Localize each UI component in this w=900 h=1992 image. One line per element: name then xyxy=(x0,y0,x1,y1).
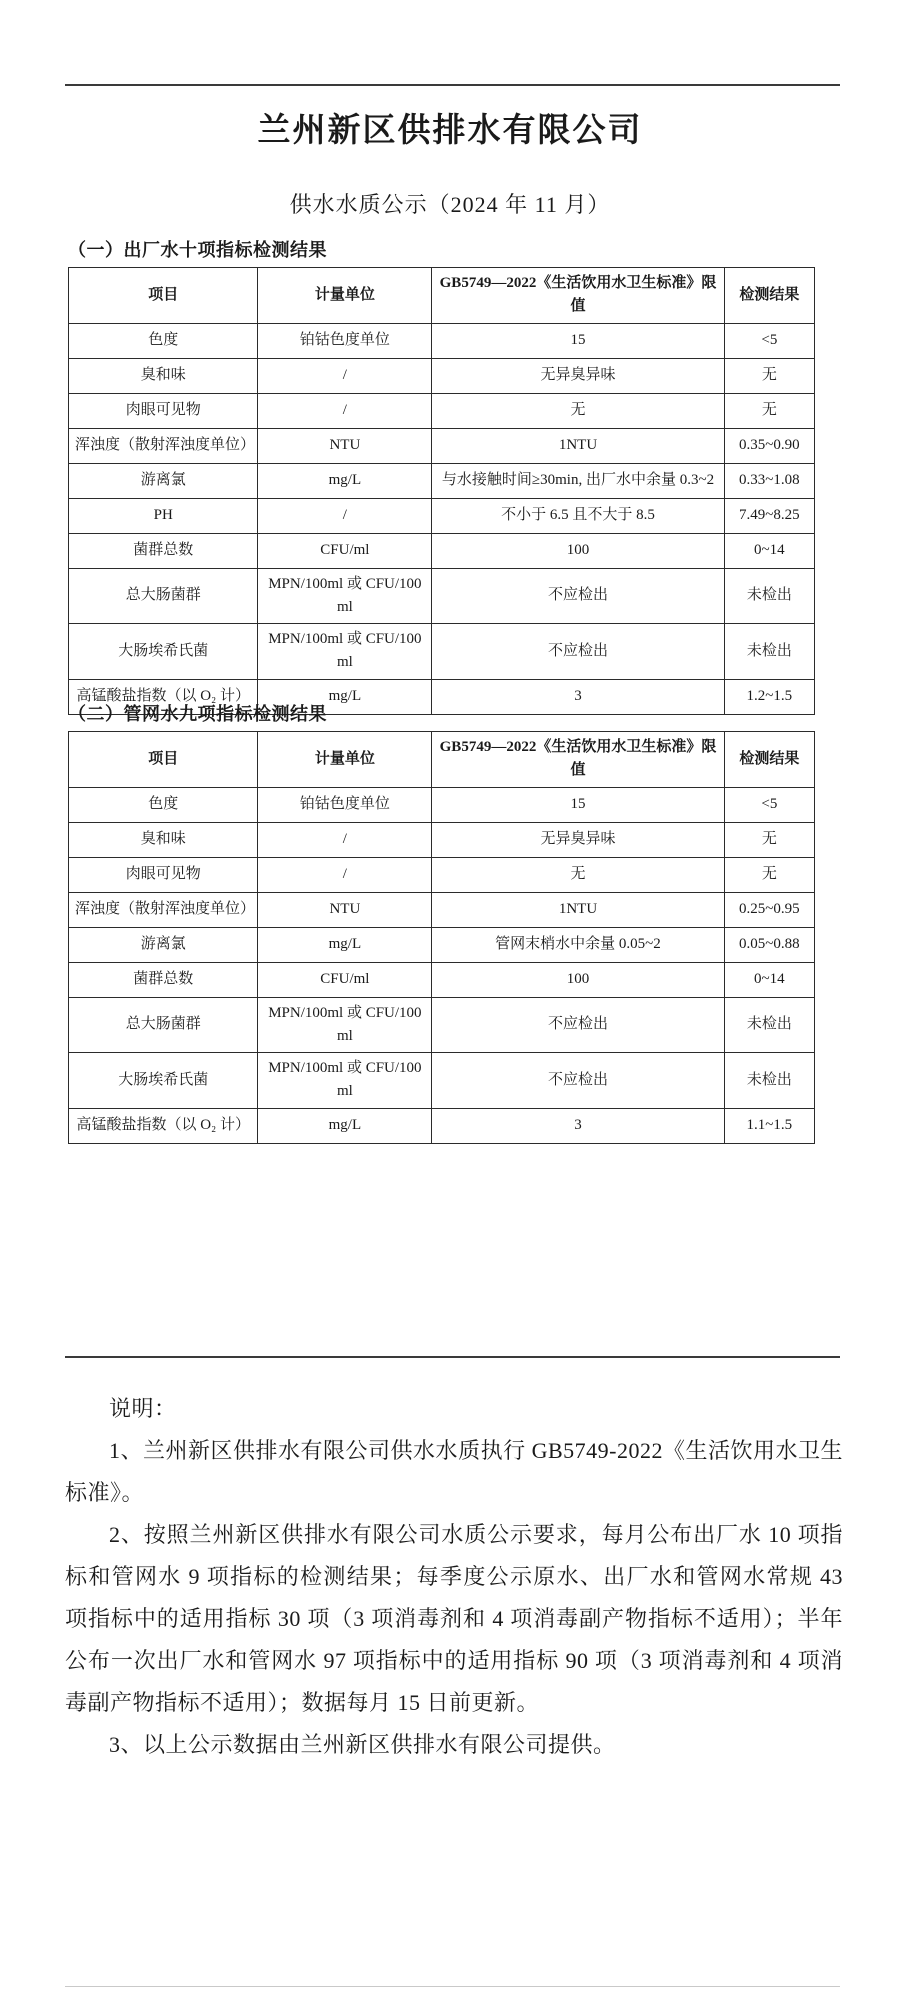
table-cell: 无 xyxy=(724,822,814,857)
report-subtitle: 供水水质公示（2024 年 11 月） xyxy=(289,192,611,217)
table-cell: 100 xyxy=(432,533,724,568)
table-cell: 无 xyxy=(432,393,724,428)
table-cell: MPN/100ml 或 CFU/100ml xyxy=(258,624,432,680)
note-paragraph-2: 2、按照兰州新区供排水有限公司水质公示要求，每月公布出厂水 10 项指标和管网水 9 项指标的检测结果；每季度公示原水、出厂水和管网水常规 43 项指标中的适用指标 30 项（3 项消毒剂和 4 项消毒副产物指标不适用）；半年公布一次出厂水和管网水 97 项指标中的适用指标 90 项（3 项消毒剂和 4 项消毒副产物指标不适用）；数据每月 15 日前更新。 xyxy=(65,1522,843,1715)
table-cell: 1.1~1.5 xyxy=(724,1108,814,1143)
table-cell: mg/L xyxy=(258,679,432,714)
table-cell: 无 xyxy=(724,358,814,393)
column-header: 检测结果 xyxy=(724,732,814,788)
table-row xyxy=(69,393,815,428)
header-rule xyxy=(65,84,840,86)
table-row xyxy=(69,463,815,498)
table-cell: 肉眼可见物 xyxy=(69,393,258,428)
table-cell: 0.05~0.88 xyxy=(724,927,814,962)
table-cell: 1NTU xyxy=(432,892,724,927)
table-cell: 不应检出 xyxy=(432,624,724,680)
table-row xyxy=(69,358,815,393)
table-cell: 3 xyxy=(432,1108,724,1143)
table-cell: 浑浊度（散射浑浊度单位） xyxy=(69,892,258,927)
page-divider-rule xyxy=(65,1356,840,1358)
table-cell: 无 xyxy=(432,857,724,892)
table-cell: 无异臭异味 xyxy=(432,358,724,393)
table-cell: 100 xyxy=(432,962,724,997)
column-header: 计量单位 xyxy=(258,732,432,788)
column-header: 项目 xyxy=(69,732,258,788)
table-row xyxy=(69,962,815,997)
table-cell: 无 xyxy=(724,857,814,892)
table-cell: MPN/100ml 或 CFU/100ml xyxy=(258,568,432,624)
table-cell: 1.2~1.5 xyxy=(724,679,814,714)
table-cell: 不应检出 xyxy=(432,1053,724,1109)
table-cell: 臭和味 xyxy=(69,358,258,393)
table-cell: / xyxy=(258,822,432,857)
section1-heading: （一）出厂水十项指标检测结果 xyxy=(68,240,327,260)
table-cell: MPN/100ml 或 CFU/100ml xyxy=(258,1053,432,1109)
factory-water-table xyxy=(68,267,815,715)
table-body xyxy=(69,323,815,714)
table-cell: 无 xyxy=(724,393,814,428)
table-cell: 肉眼可见物 xyxy=(69,857,258,892)
table-row xyxy=(69,1108,815,1143)
table-cell: CFU/ml xyxy=(258,533,432,568)
table-cell: MPN/100ml 或 CFU/100ml xyxy=(258,997,432,1053)
table-cell: mg/L xyxy=(258,1108,432,1143)
table-cell: CFU/ml xyxy=(258,962,432,997)
column-header: 项目 xyxy=(69,268,258,324)
column-header: GB5749—2022《生活饮用水卫生标准》限值 xyxy=(432,268,724,324)
section2-heading: （二）管网水九项指标检测结果 xyxy=(68,704,327,724)
table-cell: <5 xyxy=(724,323,814,358)
notes-section xyxy=(65,1388,843,1766)
table-cell: 高锰酸盐指数（以 O₂ 计） xyxy=(69,1108,258,1143)
section-pipe-network-water xyxy=(68,700,815,1144)
table-row xyxy=(69,787,815,822)
table-cell: mg/L xyxy=(258,463,432,498)
table-cell: 0.33~1.08 xyxy=(724,463,814,498)
note-paragraph-1: 1、兰州新区供排水有限公司供水水质执行 GB5749-2022《生活饮用水卫生标准》。 xyxy=(65,1438,843,1505)
table-row xyxy=(69,533,815,568)
table-row xyxy=(69,428,815,463)
table-row xyxy=(69,568,815,624)
table-cell: 大肠埃希氏菌 xyxy=(69,624,258,680)
table-cell: 菌群总数 xyxy=(69,533,258,568)
table-cell: 管网末梢水中余量 0.05~2 xyxy=(432,927,724,962)
footer-rule xyxy=(65,1986,840,1987)
table-cell: / xyxy=(258,498,432,533)
table-cell: 总大肠菌群 xyxy=(69,997,258,1053)
table-cell: 未检出 xyxy=(724,624,814,680)
table-cell: NTU xyxy=(258,428,432,463)
table-cell: 与水接触时间≥30min, 出厂水中余量 0.3~2 xyxy=(432,463,724,498)
table-header xyxy=(69,732,815,788)
table-cell: 不小于 6.5 且不大于 8.5 xyxy=(432,498,724,533)
column-header: 计量单位 xyxy=(258,268,432,324)
table-cell: mg/L xyxy=(258,927,432,962)
table-cell: 未检出 xyxy=(724,568,814,624)
table-cell: 浑浊度（散射浑浊度单位） xyxy=(69,428,258,463)
table-cell: 15 xyxy=(432,323,724,358)
table-cell: 铂钴色度单位 xyxy=(258,323,432,358)
table-cell: 不应检出 xyxy=(432,568,724,624)
table-cell: / xyxy=(258,358,432,393)
note-paragraph-3: 3、以上公示数据由兰州新区供排水有限公司提供。 xyxy=(109,1732,616,1757)
table-header-row xyxy=(69,732,815,788)
table-header xyxy=(69,268,815,324)
table-row xyxy=(69,822,815,857)
pipe-network-water-table xyxy=(68,731,815,1144)
table-cell: 游离氯 xyxy=(69,927,258,962)
table-cell: 菌群总数 xyxy=(69,962,258,997)
table-cell: 总大肠菌群 xyxy=(69,568,258,624)
company-title: 兰州新区供排水有限公司 xyxy=(257,113,643,149)
table-cell: 游离氯 xyxy=(69,463,258,498)
table-cell: NTU xyxy=(258,892,432,927)
column-header: GB5749—2022《生活饮用水卫生标准》限值 xyxy=(432,732,724,788)
table-row xyxy=(69,997,815,1053)
table-cell: 0.35~0.90 xyxy=(724,428,814,463)
table-cell: 0~14 xyxy=(724,962,814,997)
table-row xyxy=(69,498,815,533)
table-row xyxy=(69,892,815,927)
table-cell: 未检出 xyxy=(724,1053,814,1109)
table-row xyxy=(69,927,815,962)
table-header-row xyxy=(69,268,815,324)
table-cell: 15 xyxy=(432,787,724,822)
table-cell: 7.49~8.25 xyxy=(724,498,814,533)
table-row xyxy=(69,1053,815,1109)
table-cell: 0.25~0.95 xyxy=(724,892,814,927)
column-header: 检测结果 xyxy=(724,268,814,324)
section-factory-water xyxy=(68,236,815,715)
table-cell: 不应检出 xyxy=(432,997,724,1053)
table-body xyxy=(69,787,815,1143)
table-cell: <5 xyxy=(724,787,814,822)
table-cell: 1NTU xyxy=(432,428,724,463)
table-cell: 大肠埃希氏菌 xyxy=(69,1053,258,1109)
notes-heading: 说明： xyxy=(109,1396,177,1421)
table-cell: / xyxy=(258,393,432,428)
table-cell: 色度 xyxy=(69,787,258,822)
table-cell: 臭和味 xyxy=(69,822,258,857)
table-cell: 无异臭异味 xyxy=(432,822,724,857)
table-cell: 未检出 xyxy=(724,997,814,1053)
table-cell: PH xyxy=(69,498,258,533)
table-row xyxy=(69,624,815,680)
table-cell: / xyxy=(258,857,432,892)
table-row xyxy=(69,323,815,358)
table-cell: 高锰酸盐指数（以 O₂ 计） xyxy=(69,679,258,714)
table-row xyxy=(69,857,815,892)
table-cell: 0~14 xyxy=(724,533,814,568)
table-cell: 铂钴色度单位 xyxy=(258,787,432,822)
table-cell: 3 xyxy=(432,679,724,714)
table-cell: 色度 xyxy=(69,323,258,358)
